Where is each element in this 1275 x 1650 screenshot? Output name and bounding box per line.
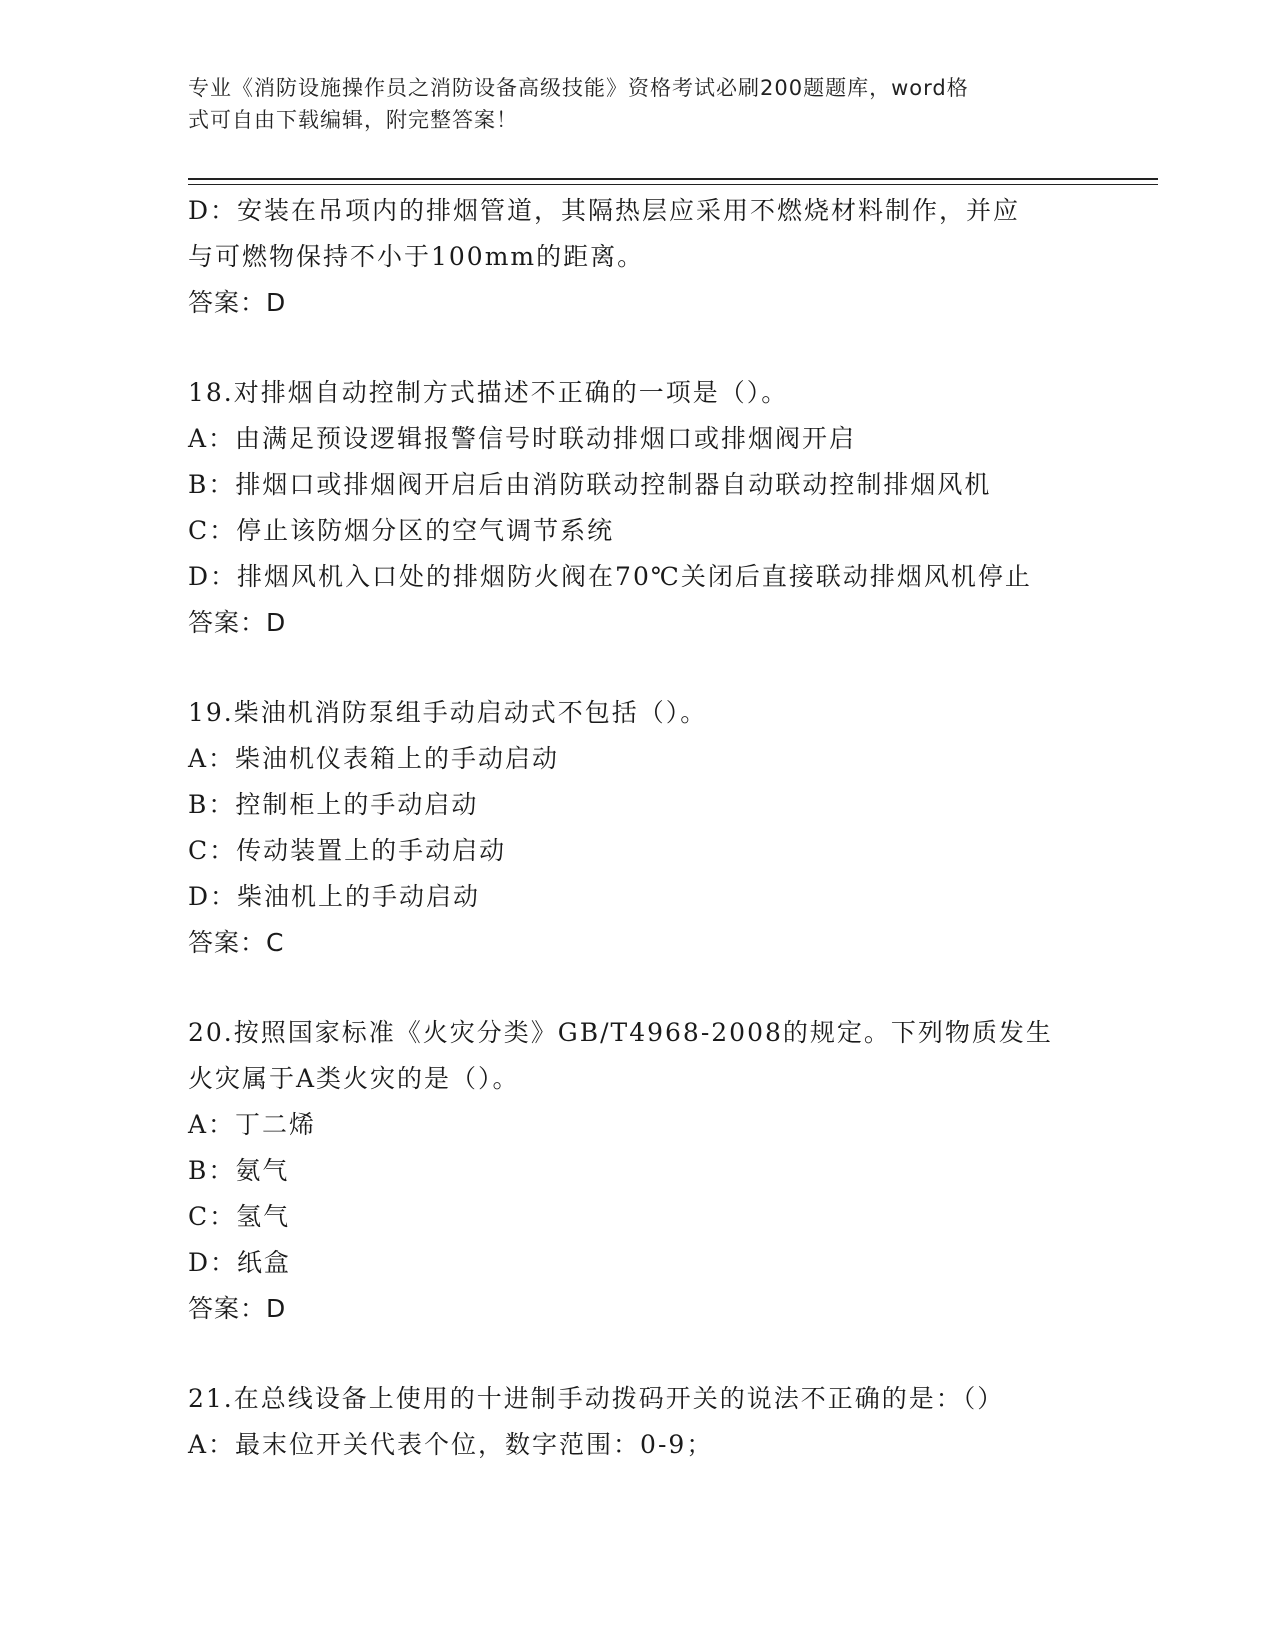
question-21 [188,1376,1168,1468]
question-text: 21.在总线设备上使用的十进制手动拨码开关的说法不正确的是：（） [188,1384,1005,1413]
question-18 [188,370,1168,646]
spacer [188,326,1168,370]
question-list [188,188,1168,1468]
option-d: D：纸盒 [188,1248,292,1277]
question-text: 19.柴油机消防泵组手动启动式不包括（）。 [188,698,708,727]
option-b: B：控制柜上的手动启动 [188,790,479,819]
answer: 答案：D [188,608,287,637]
header-line-1: 专业《消防设施操作员之消防设备高级技能》资格考试必刷200题题库，word格 [188,76,969,100]
option-a: A：柴油机仪表箱上的手动启动 [188,744,560,773]
option-c: C：停止该防烟分区的空气调节系统 [188,516,615,545]
option-b: B：氨气 [188,1156,290,1185]
answer: 答案：C [188,928,285,957]
option-d: D：安装在吊项内的排烟管道，其隔热层应采用不燃烧材料制作，并应 [188,196,1021,225]
option-d-continued: 与可燃物保持不小于100mm的距离。 [188,242,645,271]
question-17-tail [188,188,1168,326]
option-c: C：传动装置上的手动启动 [188,836,507,865]
header-divider [188,178,1158,185]
option-d: D：柴油机上的手动启动 [188,882,481,911]
question-20 [188,1010,1168,1332]
option-b: B：排烟口或排烟阀开启后由消防联动控制器自动联动控制排烟风机 [188,470,992,499]
spacer [188,966,1168,1010]
option-a: A：丁二烯 [188,1110,317,1139]
header-line-2: 式可自由下载编辑，附完整答案！ [188,108,518,132]
question-text: 18.对排烟自动控制方式描述不正确的一项是（）。 [188,378,789,407]
answer: 答案：D [188,288,287,317]
spacer [188,646,1168,690]
question-19 [188,690,1168,966]
option-c: C：氢气 [188,1202,291,1231]
question-text: 20.按照国家标准《火灾分类》GB/T4968-2008的规定。下列物质发生 [188,1018,1053,1047]
spacer [188,1332,1168,1376]
option-a: A：最末位开关代表个位，数字范围：0-9； [188,1430,714,1459]
option-a: A：由满足预设逻辑报警信号时联动排烟口或排烟阀开启 [188,424,857,453]
question-text-continued: 火灾属于A类火灾的是（）。 [188,1064,520,1093]
option-d: D：排烟风机入口处的排烟防火阀在70℃关闭后直接联动排烟风机停止 [188,562,1032,591]
page-header [188,72,1068,136]
answer: 答案：D [188,1294,287,1323]
